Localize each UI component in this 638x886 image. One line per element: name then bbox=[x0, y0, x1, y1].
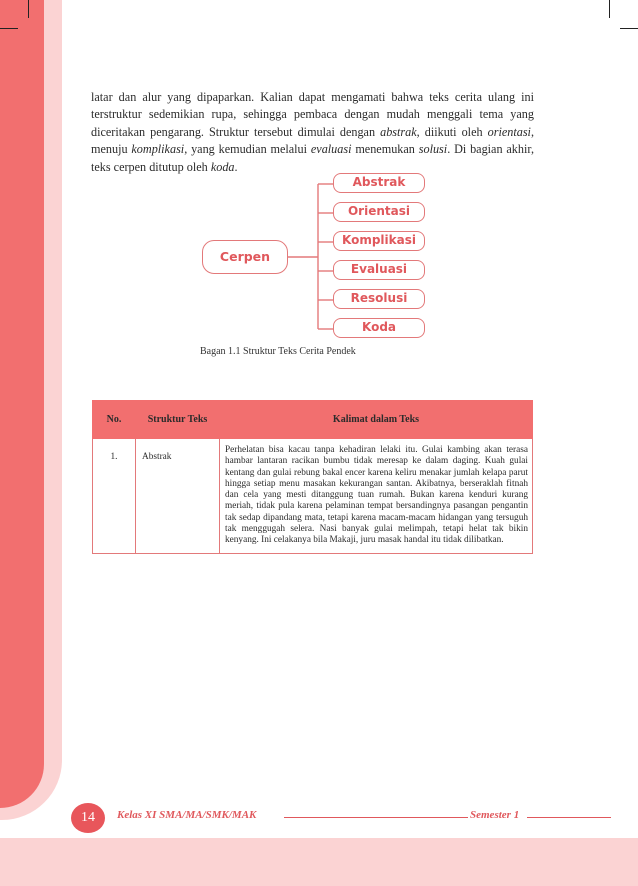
decorative-band bbox=[0, 0, 44, 808]
diagram-node-abstrak: Abstrak bbox=[333, 173, 425, 193]
body-paragraph: latar dan alur yang dipaparkan. Kalian dapat mengamati bahwa teks cerita ulang ini terstruktur sedemikian rupa, sehingga pembaca dengan mudah menggali tema yang diceritakan pengarang. Struktur tersebut dimulai dengan abstrak, diikuti oleh orientasi, menuju komplikasi, yang kemudian melalui evaluasi menemukan solusi. Di bagian akhir, teks cerpen ditutup oleh koda. bbox=[91, 90, 534, 174]
term-evaluasi: evaluasi bbox=[310, 142, 352, 157]
footer-band bbox=[0, 838, 638, 886]
footer-divider bbox=[284, 817, 468, 818]
structure-table bbox=[92, 400, 533, 554]
structure-diagram-connectors bbox=[0, 0, 638, 360]
diagram-root-cerpen: Cerpen bbox=[202, 240, 288, 274]
diagram-node-koda: Koda bbox=[333, 318, 425, 338]
header-kalimat: Kalimat dalam Teks bbox=[220, 401, 533, 439]
table-header-row bbox=[93, 401, 533, 439]
diagram-node-resolusi: Resolusi bbox=[333, 289, 425, 309]
diagram-node-komplikasi: Komplikasi bbox=[333, 231, 425, 251]
crop-mark bbox=[620, 28, 638, 29]
footer-divider-right bbox=[527, 817, 611, 818]
term-komplikasi: komplikasi bbox=[131, 142, 185, 157]
term-abstrak: abstrak bbox=[380, 124, 417, 139]
table-row bbox=[93, 439, 533, 554]
diagram-caption: Bagan 1.1 Struktur Teks Cerita Pendek bbox=[200, 346, 356, 357]
term-solusi: solusi bbox=[418, 142, 448, 157]
header-no: No. bbox=[93, 401, 136, 439]
crop-mark bbox=[0, 28, 18, 29]
diagram-node-evaluasi: Evaluasi bbox=[333, 260, 425, 280]
term-orientasi: orientasi bbox=[487, 124, 531, 139]
footer-semester: Semester 1 bbox=[470, 809, 520, 821]
footer-book-title: Kelas XI SMA/MA/SMK/MAK bbox=[117, 809, 257, 821]
diagram-node-orientasi: Orientasi bbox=[333, 202, 425, 222]
crop-mark bbox=[609, 0, 610, 18]
cell-kalimat: Perhelatan bisa kacau tanpa kehadiran lelaki itu. Gulai kambing akan terasa hambar lantaran racikan bumbu tidak meresap ke dalam daging. Kuah gulai kentang dan gulai rebung bakal encer karena keliru menakar jumlah kelapa parut hingga setiap menu masakan kekurangan santan. Akibatnya, berseraklah fitnah dan cela yang mesti ditanggung tuan rumah. Bukan karena kenduri kurang meriah, tidak pula karena pelaminan tempat bersandingnya pasangan pengantin tak sedap dipandang mata, tetapi karena macam-macam hidangan yang tersuguh tak menggugah selera. Nasi banyak gulai melimpah, tetapi helat tak bikin kenyang. Ini celakanya bila Makaji, juru masak handal itu tidak dilibatkan. bbox=[220, 439, 533, 554]
cell-struktur: Abstrak bbox=[136, 439, 220, 554]
term-koda: koda bbox=[210, 159, 235, 174]
cell-no: 1. bbox=[93, 439, 136, 554]
page-number-badge: 14 bbox=[71, 803, 105, 833]
header-struktur: Struktur Teks bbox=[136, 401, 220, 439]
crop-mark bbox=[28, 0, 29, 18]
